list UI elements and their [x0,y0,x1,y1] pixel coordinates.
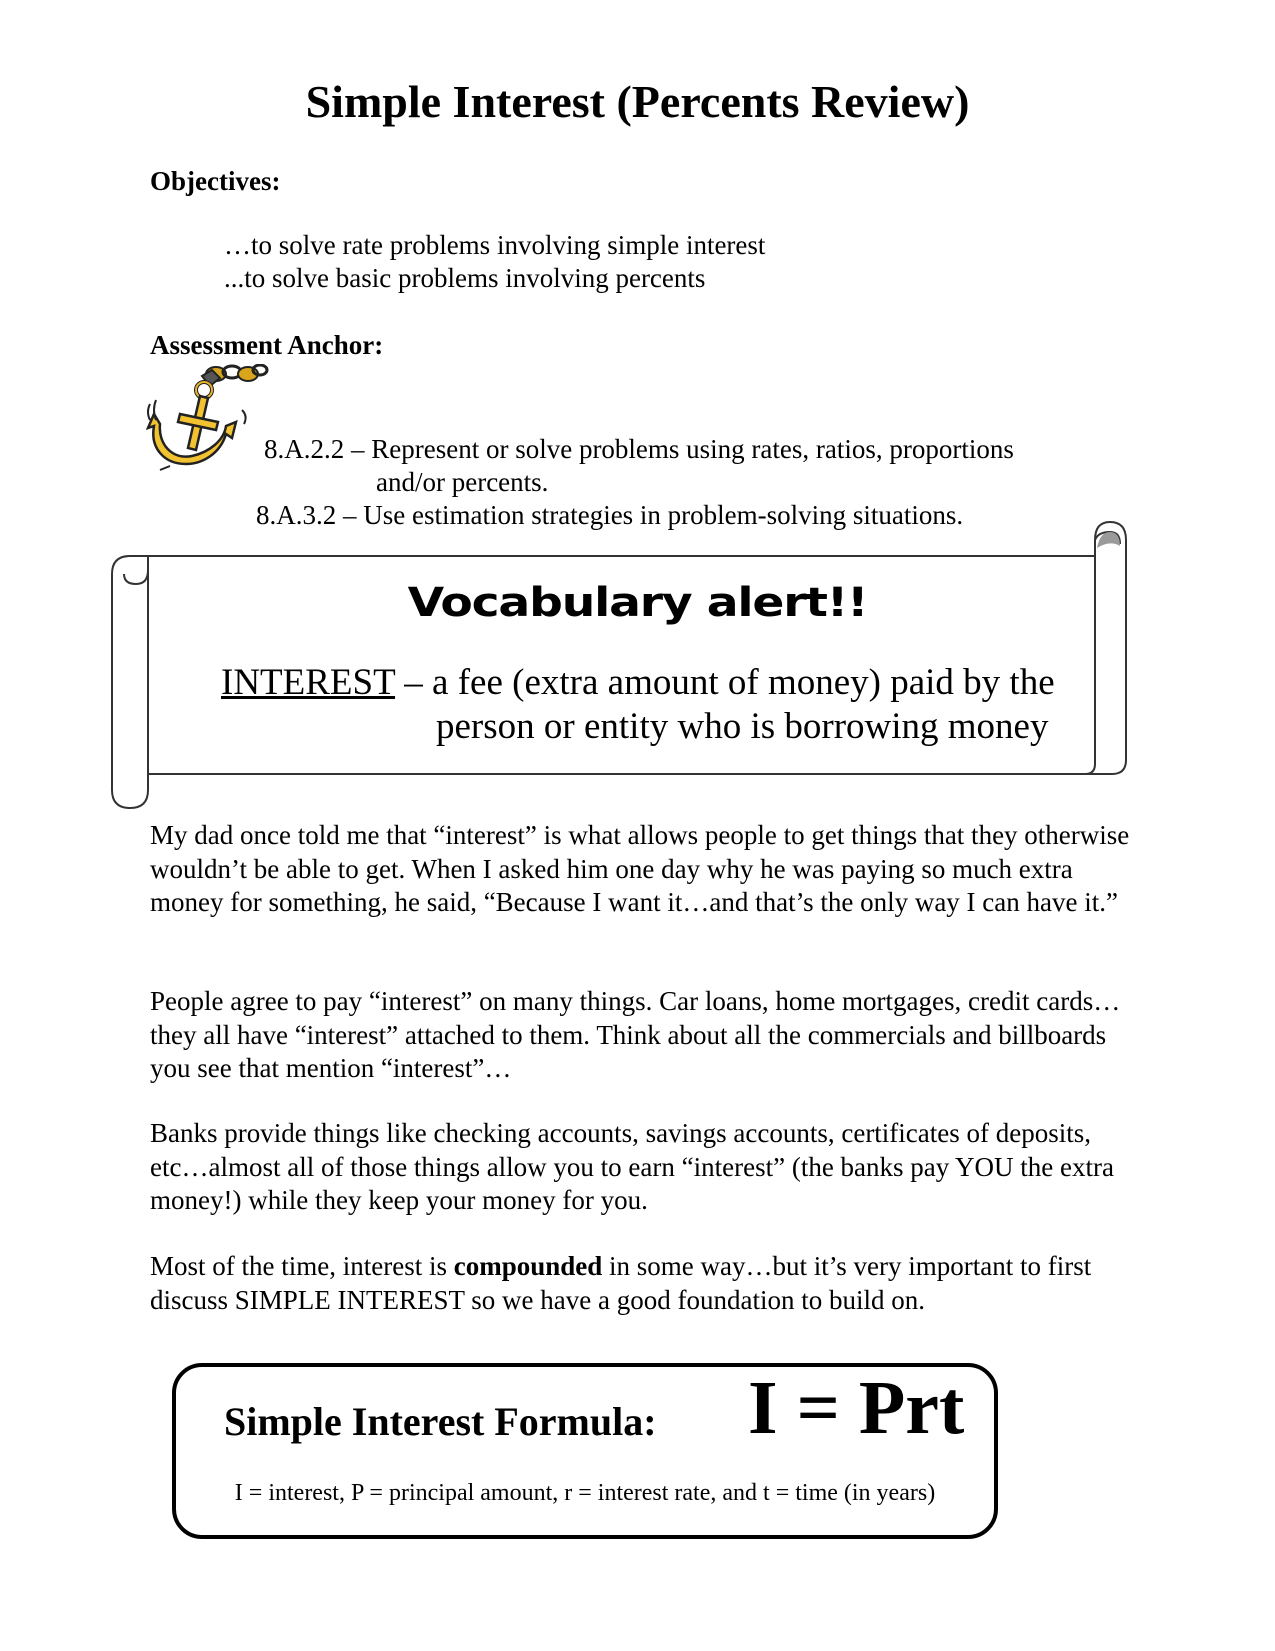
objective-item: ...to solve basic problems involving percents [224,263,706,293]
anchor-standard-1-continued: and/or percents. [376,467,549,497]
vocabulary-term: INTEREST [221,662,396,703]
formula-label: Simple Interest Formula: [224,1399,657,1444]
compounded-emphasis: compounded [453,1251,603,1281]
paragraph-interest-examples: People agree to pay “interest” on many things. Car loans, home mortgages, credit cards…they all have “interest” attached to them. Think about all the commercials and billboards you see that mention “interest”… [150,986,1121,1083]
vocabulary-definition-line-1 [221,661,1055,705]
objectives-heading: Objectives: [150,166,281,196]
vocabulary-definition-text: – a fee (extra amount of money) paid by the [395,662,1055,703]
paragraph-compounded: Most of the time, interest is compounded in some way…but it’s very important to first discuss SIMPLE INTEREST so we have a good foundation to build on. [150,1251,1092,1315]
assessment-anchor-heading: Assessment Anchor: [150,330,384,360]
anchor-standard-1: 8.A.2.2 – Represent or solve problems using rates, ratios, proportions [264,434,1014,464]
formula-legend: I = interest, P = principal amount, r = interest rate, and t = time (in years) [234,1480,936,1506]
formula-equation: I = Prt [748,1366,965,1450]
vocabulary-definition-line-2: person or entity who is borrowing money [436,706,1049,747]
paragraph-dad-story: My dad once told me that “interest” is what allows people to get things that they otherwise wouldn’t be able to get. When I asked him one day why he was paying so much extra money for something, he said, “Because I want it…and that’s the only way I can have it.” [150,820,1130,917]
paragraph-banks: Banks provide things like checking accounts, savings accounts, certificates of deposits, etc…almost all of those things allow you to earn “interest” (the banks pay YOU the extra money!) while they keep your money for you. [150,1118,1114,1215]
page-title: Simple Interest (Percents Review) [305,76,970,127]
objective-item: …to solve rate problems involving simple interest [224,230,766,260]
vocabulary-alert-heading: Vocabulary alert!! [407,580,868,626]
anchor-standard-2: 8.A.3.2 – Use estimation strategies in problem-solving situations. [256,500,964,530]
